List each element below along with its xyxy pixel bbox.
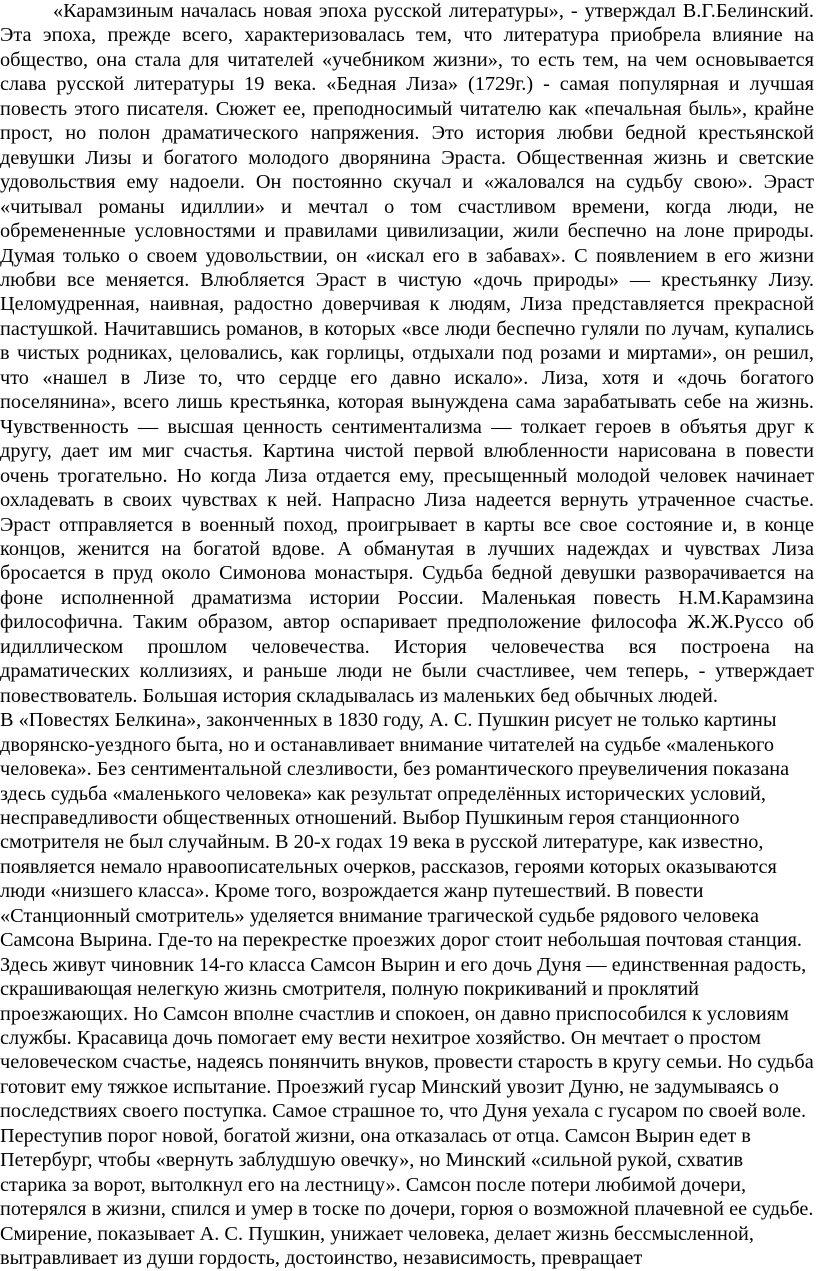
paragraph-karamzin: «Карамзиным началась новая эпоха русской литературы», - утверждал В.Г.Белинский. Эта эпоха, прежде всего, характеризовалась тем, что литература приобрела влияние на общество, она стала для читателей «учебником жизни», то есть тем, на чем основывается слава русской литературы 19 века. «Бедная Лиза» (1729г.) - самая популярная и лучшая повесть этого писателя. Сюжет ее, преподносимый читателю как «печальная быль», крайне прост, но полон драматического напряжения. Это история любви бедной крестьянской девушки Лизы и богатого молодого дворянина Эраста. Общественная жизнь и светские удовольствия ему надоели. Он постоянно скучал и «жаловался на судьбу свою». Эраст «читывал романы идиллии» и мечтал о том счастливом времени, когда люди, не обремененные условностями и правилами цивилизации, жили беспечно на лоне природы. Думая только о своем удовольствии, он «искал его в забавах». С появлением в его жизни любви все меняется. Влюбляется Эраст в чистую «дочь природы» — крестьянку Лизу. Целомудренная, наивная, радостно доверчивая к людям, Лиза представляется прекрасной пастушкой. Начитавшись романов, в которых «все люди беспечно гуляли по лучам, купались в чистых родниках, целовались, как горлицы, отдыхали под розами и миртами», он решил, что «нашел в Лизе то, что сердце его давно искало». Лиза, хотя и «дочь богатого поселянина», всего лишь крестьянка, которая вынуждена сама зарабатывать себе на жизнь. Чувственность — высшая ценность сентиментализма — толкает героев в объятья друг к другу, дает им миг счастья. Картина чистой первой влюбленности нарисована в повести очень трогательно. Но когда Лиза отдается ему, пресыщенный молодой человек начинает охладевать в своих чувствах к ней. Напрасно Лиза надеется вернуть утраченное счастье. Эраст отправляется в военный поход, проигрывает в карты все свое состояние и, в конце концов, женится на богатой вдове. А обманутая в лучших надеждах и чувствах Лиза бросается в пруд около Симонова монастыря. Судьба бедной девушки разворачивается на фоне исполненной драматизма истории России. Маленькая повесть Н.М.Карамзина философична. Таким образом, автор оспаривает предположение философа Ж.Ж.Руссо об идиллическом прошлом человечества. История человечества вся построена на драматических коллизиях, и раньше люди не были счастливее, чем теперь, - утверждает повествователь. Большая история складывалась из маленьких бед обычных людей. [0,0,814,707]
paragraph-pushkin: В «Повестях Белкина», законченных в 1830 году, А. С. Пушкин рисует не только картины дворянско-уездного быта, но и останавливает внимание читателей на судьбе «маленького человека». Без сентиментальной слезливости, без романтического преувеличения показана здесь судьба «маленького человека» как результат определённых исторических условий, несправедливости общественных отношений. Выбор Пушкиным героя станционного смотрителя не был случайным. В 20-х годах 19 века в русской литературе, как известно, появляется немало нравоописательных очерков, рассказов, героями которых оказываются люди «низшего класса». Кроме того, возрождается жанр путешествий. В повести «Станционный смотритель» уделяется внимание трагической судьбе рядового человека Самсона Вырина. Где-то на перекрестке проезжих дорог стоит небольшая почтовая станция. Здесь живут чиновник 14-го класса Самсон Вырин и его дочь Дуня — единственная радость, скрашивающая нелегкую жизнь смотрителя, полную покрикиваний и проклятий проезжающих. Но Самсон вполне счастлив и спокоен, он давно приспособился к условиям службы. Красавица дочь помогает ему вести нехитрое хозяйство. Он мечтает о простом человеческом счастье, надеясь понянчить внуков, провести старость в кругу семьи. Но судьба готовит ему тяжкое испытание. Проезжий гусар Минский увозит Дуню, не задумываясь о последствиях своего поступка. Самое страшное то, что Дуня уехала с гусаром по своей воле. Переступив порог новой, богатой жизни, она отказалась от отца. Самсон Вырин едет в Петербург, чтобы «вернуть заблудшую овечку», но Минский «сильной рукой, схватив старика за ворот, вытолкнул его на лестницу». Самсон после потери любимой дочери, потерялся в жизни, спился и умер в тоске по дочери, горюя о возможной плачевной ее судьбе. Смирение, показывает А. С. Пушкин, унижает человека, делает жизнь бессмысленной, вытравливает из души гордость, достоинство, независимость, превращает [0,709,814,1270]
